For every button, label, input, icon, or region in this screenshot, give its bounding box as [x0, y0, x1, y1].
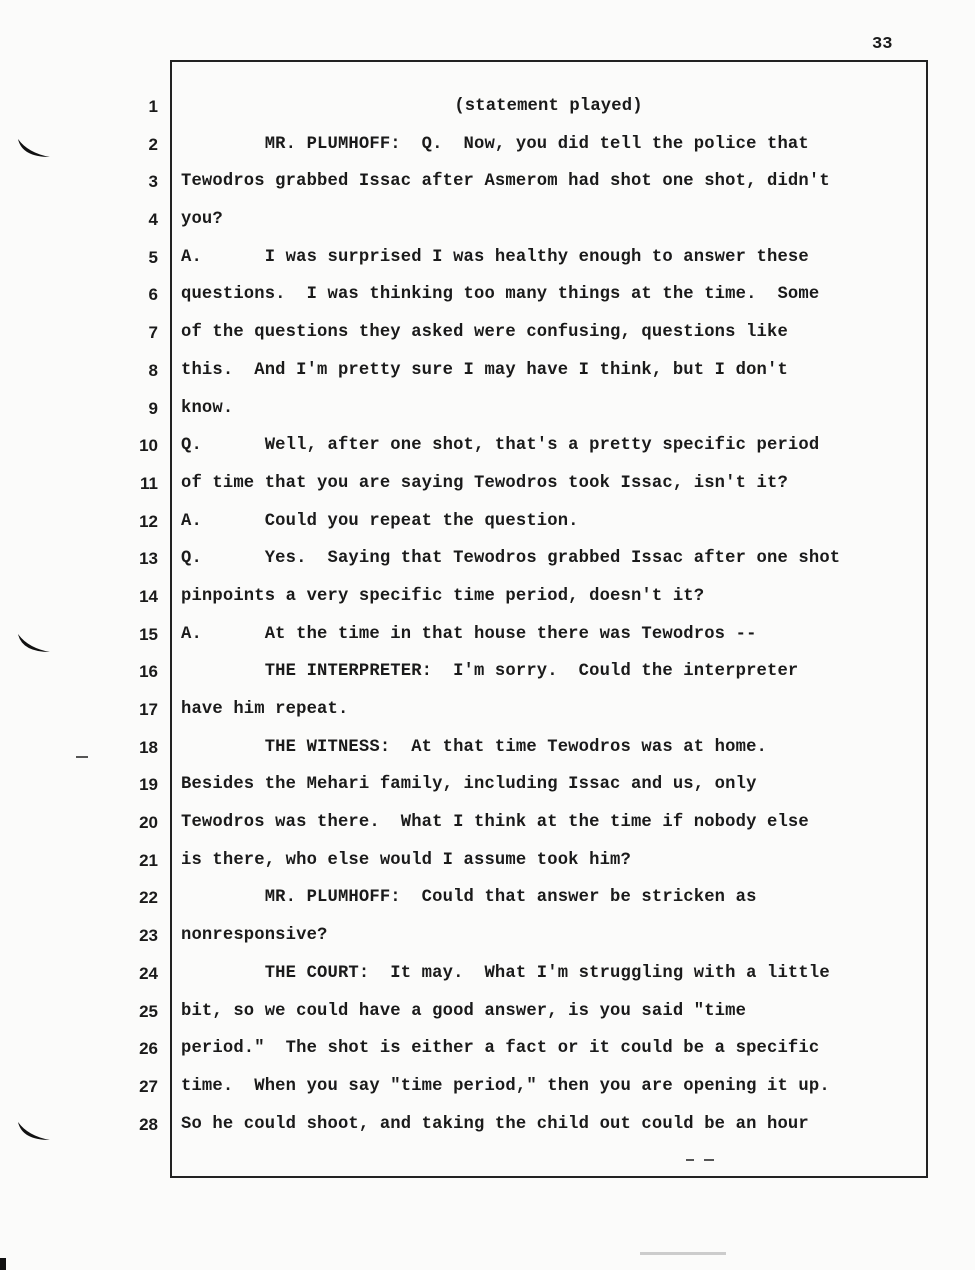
- line-number: 19: [139, 775, 158, 795]
- transcript-line: THE COURT: It may. What I'm struggling with a little: [181, 963, 830, 983]
- transcript-line: Q. Well, after one shot, that's a pretty specific period: [181, 436, 820, 456]
- scan-smudge: [640, 1252, 726, 1255]
- line-number-column: [118, 95, 158, 1150]
- stray-mark: [76, 756, 88, 758]
- transcript-line: know.: [181, 398, 234, 418]
- transcript-line: Tewodros grabbed Issac after Asmerom had shot one shot, didn't: [181, 172, 830, 192]
- transcript-body: [181, 95, 916, 1150]
- line-number: 2: [148, 134, 158, 154]
- transcript-line: MR. PLUMHOFF: Q. Now, you did tell the police that: [181, 134, 809, 154]
- line-number: 8: [148, 360, 158, 380]
- transcript-line: Q. Yes. Saying that Tewodros grabbed Issac after one shot: [181, 549, 841, 569]
- transcript-line: A. At the time in that house there was Tewodros --: [181, 624, 757, 644]
- line-number: 9: [148, 398, 158, 418]
- punch-hole-mark: [14, 135, 54, 163]
- punch-hole-mark: [14, 1118, 54, 1146]
- line-number: 24: [139, 963, 158, 983]
- transcript-line: is there, who else would I assume took him?: [181, 850, 631, 870]
- transcript-line: (statement played): [454, 97, 643, 116]
- line-number: 1: [148, 97, 158, 116]
- stray-mark: [686, 1159, 694, 1161]
- line-number: 17: [139, 700, 158, 719]
- transcript-line: of time that you are saying Tewodros took Issac, isn't it?: [181, 473, 788, 493]
- line-number: 11: [140, 473, 158, 493]
- line-number: 15: [139, 624, 158, 644]
- line-number: 28: [139, 1114, 158, 1134]
- transcript-line: bit, so we could have a good answer, is you said "time: [181, 1001, 747, 1021]
- line-number: 12: [139, 511, 158, 531]
- line-number: 27: [139, 1076, 158, 1096]
- line-number: 25: [139, 1001, 158, 1021]
- transcript-line: Tewodros was there. What I think at the time if nobody else: [181, 813, 809, 833]
- transcript-line: questions. I was thinking too many things at the time. Some: [181, 285, 820, 305]
- stray-mark: [704, 1159, 714, 1161]
- line-number: 21: [139, 850, 158, 870]
- line-number: 7: [148, 323, 158, 343]
- transcript-line: pinpoints a very specific time period, doesn't it?: [181, 586, 705, 606]
- transcript-line: A. Could you repeat the question.: [181, 511, 579, 531]
- transcript-line: time. When you say "time period," then you are opening it up.: [181, 1076, 830, 1096]
- line-number: 20: [139, 813, 158, 833]
- transcript-line: period." The shot is either a fact or it could be a specific: [181, 1039, 820, 1059]
- transcript-line: A. I was surprised I was healthy enough to answer these: [181, 247, 809, 267]
- transcript-line: have him repeat.: [181, 700, 349, 719]
- transcript-line: So he could shoot, and taking the child out could be an hour: [181, 1114, 809, 1134]
- transcript-line: Besides the Mehari family, including Issac and us, only: [181, 775, 757, 795]
- line-number: 16: [139, 662, 158, 682]
- line-number: 6: [148, 285, 158, 305]
- line-number: 3: [148, 172, 158, 192]
- transcript-line: MR. PLUMHOFF: Could that answer be stricken as: [181, 888, 757, 908]
- transcript-line: THE INTERPRETER: I'm sorry. Could the interpreter: [181, 662, 799, 682]
- transcript-line: nonresponsive?: [181, 926, 328, 946]
- page-number: 33: [872, 35, 893, 54]
- line-number: 13: [139, 549, 158, 569]
- line-number: 23: [139, 926, 158, 946]
- transcript-line: this. And I'm pretty sure I may have I think, but I don't: [181, 360, 788, 380]
- punch-hole-mark: [14, 630, 54, 658]
- line-number: 18: [139, 737, 158, 757]
- line-number: 10: [139, 436, 158, 456]
- transcript-line: you?: [181, 210, 223, 230]
- line-number: 5: [148, 247, 158, 267]
- transcript-line: of the questions they asked were confusing, questions like: [181, 323, 788, 343]
- line-number: 14: [139, 586, 158, 606]
- scan-edge-mark: [0, 1258, 6, 1270]
- line-number: 26: [139, 1039, 158, 1059]
- line-number: 22: [139, 888, 158, 908]
- transcript-line: THE WITNESS: At that time Tewodros was at home.: [181, 737, 767, 757]
- line-number: 4: [148, 210, 158, 230]
